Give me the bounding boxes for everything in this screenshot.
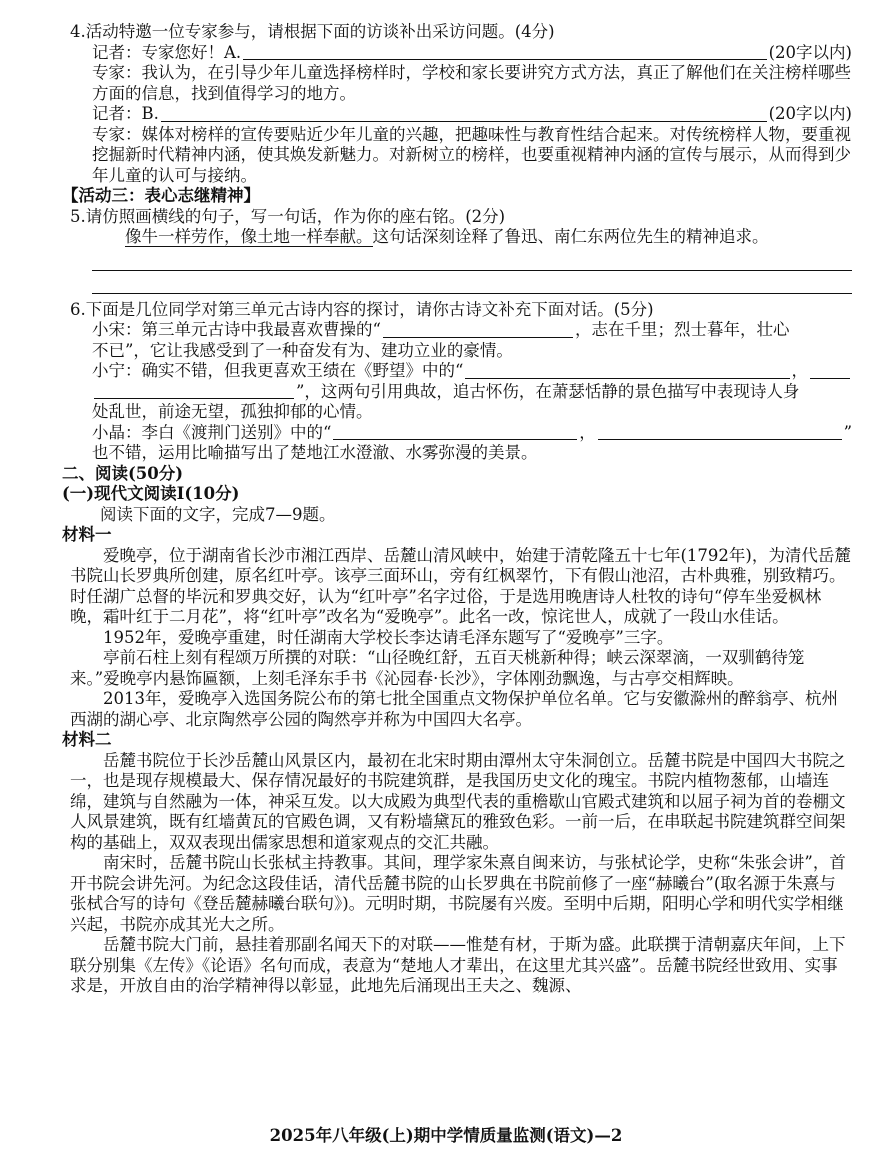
q6-jing-a: 小晶：李白《渡荆门送别》中的“ — [92, 422, 332, 442]
q5-answer-line-1[interactable] — [92, 248, 852, 271]
q4-limit-b: (20字以内) — [768, 104, 852, 123]
q4-answer-a-line[interactable] — [243, 44, 766, 60]
q5-sentence — [70, 227, 852, 248]
q6-song-blank[interactable] — [383, 322, 573, 338]
q4-reporter-b: 记者：B. — [92, 104, 159, 123]
section-2-heading: 二、阅读(50分) — [62, 463, 184, 483]
q6-stem: 6.下面是几位同学对第三单元古诗内容的探讨，请你古诗文补充下面对话。(5分) — [70, 299, 654, 319]
q6-ning-blank-1a[interactable] — [465, 363, 789, 379]
material-1-paragraph: 爱晚亭，位于湖南省长沙市湘江西岸、岳麓山清风峡中，始建于清乾隆五十七年(1792年)，为清代岳麓书院山长罗典所创建，原名红叶亭。该亭三面环山，旁有红枫翠竹，下有假山池沼，古朴典雅，别致精巧。时任湖广总督的毕沅和罗典交好，认为“红叶亭”名字过俗，于是选用晚唐诗人杜牧的诗句“停车坐爱枫林晚，霜叶红于二月花”，将“红叶亭”改名为“爱晚亭”。此名一改，惊诧世人，成就了一段山水佳话。 — [70, 545, 851, 626]
q4-stem: 4.活动特邀一位专家参与，请根据下面的访谈补出采访问题。(4分) — [70, 22, 555, 41]
q6-ning-blank-2[interactable] — [94, 383, 294, 399]
q4-expert-2: 专家：媒体对榜样的宣传要贴近少年儿童的兴趣，把趣味性与教育性结合起来。对传统榜样人物，要重视挖掘新时代精神内涵，使其焕发新魅力。对新树立的榜样，也要重视精神内涵的宣传与展示，从而得到少年儿童的认可与接纳。 — [92, 124, 851, 185]
q4-answer-b-line[interactable] — [161, 106, 767, 122]
material-1-title: 材料一 — [62, 525, 112, 544]
q6-ning-row — [70, 361, 852, 382]
q6-ning-comma: ， — [791, 361, 808, 380]
material-1-paragraph: 亭前石柱上刻有程颂万所撰的对联：“山径晚红舒，五百天桃新种得；峡云深翠滴，一双驯鹤待笼来。”爱晚亭内悬饰匾额，上刻毛泽东手书《沁园春·长沙》，字体刚劲飘逸，与古亭交相辉映。 — [70, 648, 805, 688]
q5-answer-line-2[interactable] — [92, 271, 852, 294]
material-2-paragraph: 南宋时，岳麓书院山长张栻主持教事。其间，理学家朱熹自闽来访，与张栻论学，史称“朱张会讲”，首开书院会讲先河。为纪念这段佳话，清代岳麓书院的山长罗典在书院前修了一座“赫曦台”(取名源于朱熹与张栻合写的诗句《登岳麓赫曦台联句》)。元明时期，书院屡有兴废。至明中后期，阳明心学和明代实学相继兴起，书院亦成其光大之所。 — [70, 853, 846, 934]
q6-ning-blank-1b[interactable] — [810, 363, 850, 379]
page-footer: 2025年八年级(上)期中学情质量监测(语文)—2 — [269, 1126, 623, 1145]
q6-ning-c: 处乱世，前途无望，孤独抑郁的心情。 — [92, 402, 373, 421]
q6-jing-end: ” — [843, 422, 852, 442]
q6-jing-row — [70, 423, 852, 444]
q6-ning-a: 小宁：确实不错，但我更喜欢王绩在《野望》中的“ — [92, 361, 464, 380]
material-1-paragraph: 2013年，爱晚亭入选国务院公布的第七批全国重点文物保护单位名单。它与安徽滁州的醉翁亭、杭州西湖的湖心亭、北京陶然亭公园的陶然亭并称为中国四大名亭。 — [70, 689, 838, 729]
q6-jing-comma: ， — [579, 422, 596, 442]
q6-ning-row-2 — [70, 382, 852, 403]
material-1-paragraph: 1952年，爱晚亭重建，时任湖南大学校长李达请毛泽东题写了“爱晚亭”三字。 — [103, 627, 674, 647]
material-2-paragraph: 岳麓书院位于长沙岳麓山风景区内，最初在北宋时期由潭州太守朱洞创立。岳麓书院是中国四大书院之一，也是现存规模最大、保存情况最好的书院建筑群，是我国历史文化的瑰宝。书院内植物葱郁，山墙连绵，建筑与自然融为一体，神采互发。以大成殿为典型代表的重檐歇山官殿式建筑和以屈子祠为首的卷棚文人风景建筑，既有红墙黄瓦的官殿色调，又有粉墙黛瓦的雅致色彩。一前一后，在串联起书院建筑群空间架构的基础上，双双表现出儒家思想和道家观点的交汇共融。 — [70, 750, 846, 852]
q6-song-row — [70, 320, 852, 341]
q4-limit-a: (20字以内) — [768, 42, 852, 62]
q6-song-c: 不已”，它让我感受到了一种奋发有为、建功立业的豪情。 — [92, 340, 513, 360]
q6-song-b: ，志在千里；烈士暮年，壮心 — [574, 320, 790, 339]
q6-jing-blank-1[interactable] — [333, 424, 577, 440]
q5-sentence-rest: 这句话深刻诠释了鲁迅、南仁东两位先生的精神追求。 — [372, 227, 769, 246]
reading-instruction: 阅读下面的文字，完成7—9题。 — [100, 504, 336, 524]
q5-stem: 5.请仿照画横线的句子，写一句话，作为你的座右铭。(2分) — [70, 206, 506, 226]
q4-reporter-b-row — [70, 104, 852, 125]
q6-jing-blank-2[interactable] — [598, 424, 842, 440]
material-2-title: 材料二 — [62, 730, 112, 749]
activity-3-heading: 【活动三：表心志继精神】 — [62, 186, 260, 205]
q6-jing-b: 也不错，运用比喻描写出了楚地江水澄澈、水雾弥漫的美景。 — [92, 443, 538, 462]
q6-song-a: 小宋：第三单元古诗中我最喜欢曹操的“ — [92, 320, 381, 339]
q4-expert-1: 专家：我认为，在引导少年儿童选择榜样时，学校和家长要讲究方式方法，真正了解他们在关注榜样哪些方面的信息，找到值得学习的地方。 — [92, 63, 851, 103]
material-2-paragraph: 岳麓书院大门前，悬挂着那副名闻天下的对联——惟楚有材，于斯为盛。此联撰于清朝嘉庆年间，上下联分别集《左传》《论语》名句而成，表意为“楚地人才辈出，在这里尤其兴盛”。岳麓书院经世致用、实事求是，开放自由的治学精神得以彰显，此地先后涌现出王夫之、魏源、 — [70, 935, 846, 995]
q5-underlined-sentence: 像牛一样劳作，像土地一样奉献。 — [125, 227, 373, 246]
section-2-1-heading: (一)现代文阅读Ⅰ(10分) — [62, 484, 240, 503]
q4-reporter-a: 记者：专家您好！A. — [92, 42, 242, 62]
q4-reporter-a-row — [70, 43, 852, 64]
q6-ning-b: ”，这两句引用典故，追古怀伤，在萧瑟恬静的景色描写中表现诗人身 — [296, 381, 800, 401]
